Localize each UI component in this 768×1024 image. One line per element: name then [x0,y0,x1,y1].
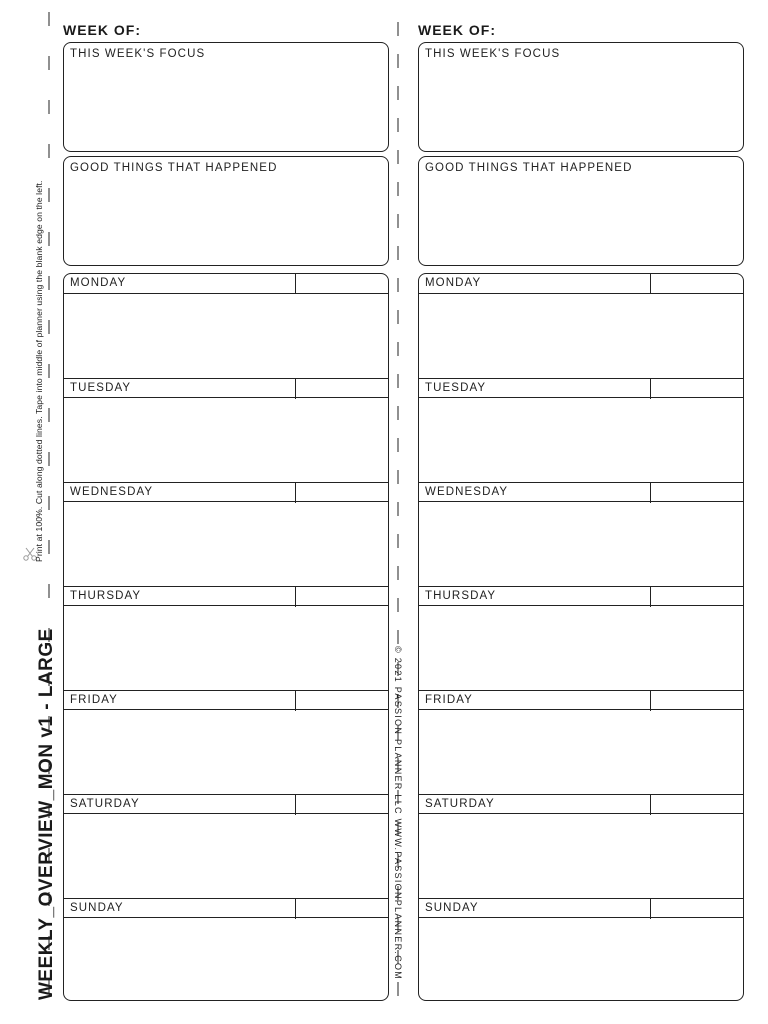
date-box[interactable] [295,587,389,607]
date-box[interactable] [650,795,744,815]
date-box[interactable] [650,274,744,294]
focus-label: THIS WEEK'S FOCUS [425,48,561,60]
days-box [63,273,389,1001]
date-box[interactable] [650,899,744,919]
day-label: MONDAY [70,277,127,289]
week-panel-right [416,20,746,914]
focus-label: THIS WEEK'S FOCUS [70,48,206,60]
week-of-label: WEEK OF: [418,22,496,38]
date-box[interactable] [295,483,389,503]
date-box[interactable] [295,379,389,399]
date-box[interactable] [295,795,389,815]
day-label: SUNDAY [70,902,124,914]
day-label: SATURDAY [425,798,495,810]
good-things-label: GOOD THINGS THAT HAPPENED [70,162,278,174]
good-things-box[interactable] [418,156,744,266]
day-label: SUNDAY [425,902,479,914]
left-cut-line [48,12,50,1012]
good-things-box[interactable] [63,156,389,266]
day-label: THURSDAY [425,590,497,602]
date-box[interactable] [650,587,744,607]
day-label: THURSDAY [70,590,142,602]
day-label: SATURDAY [70,798,140,810]
focus-box[interactable] [418,42,744,152]
day-label: WEDNESDAY [70,486,154,498]
date-box[interactable] [295,899,389,919]
date-box[interactable] [295,274,389,294]
copyright-text: © 2021 PASSION PLANNER LLC WWW.PASSIONPLANNER.COM [393,646,403,981]
week-panel-left [61,20,391,914]
day-label: TUESDAY [425,382,487,394]
week-of-label: WEEK OF: [63,22,141,38]
day-label: FRIDAY [70,694,118,706]
date-box[interactable] [650,379,744,399]
day-label: WEDNESDAY [425,486,509,498]
date-box[interactable] [650,483,744,503]
day-label: TUESDAY [70,382,132,394]
side-strip [0,0,57,1024]
day-label: FRIDAY [425,694,473,706]
days-box [418,273,744,1001]
date-box[interactable] [295,691,389,711]
good-things-label: GOOD THINGS THAT HAPPENED [425,162,633,174]
date-box[interactable] [650,691,744,711]
print-instructions: Print at 100%. Cut along dotted lines. Tape into middle of planner using the blank edge on the left. [34,180,44,562]
day-label: MONDAY [425,277,482,289]
focus-box[interactable] [63,42,389,152]
page-title: WEEKLY_OVERVIEW_MON v1 - LARGE [36,628,57,1000]
